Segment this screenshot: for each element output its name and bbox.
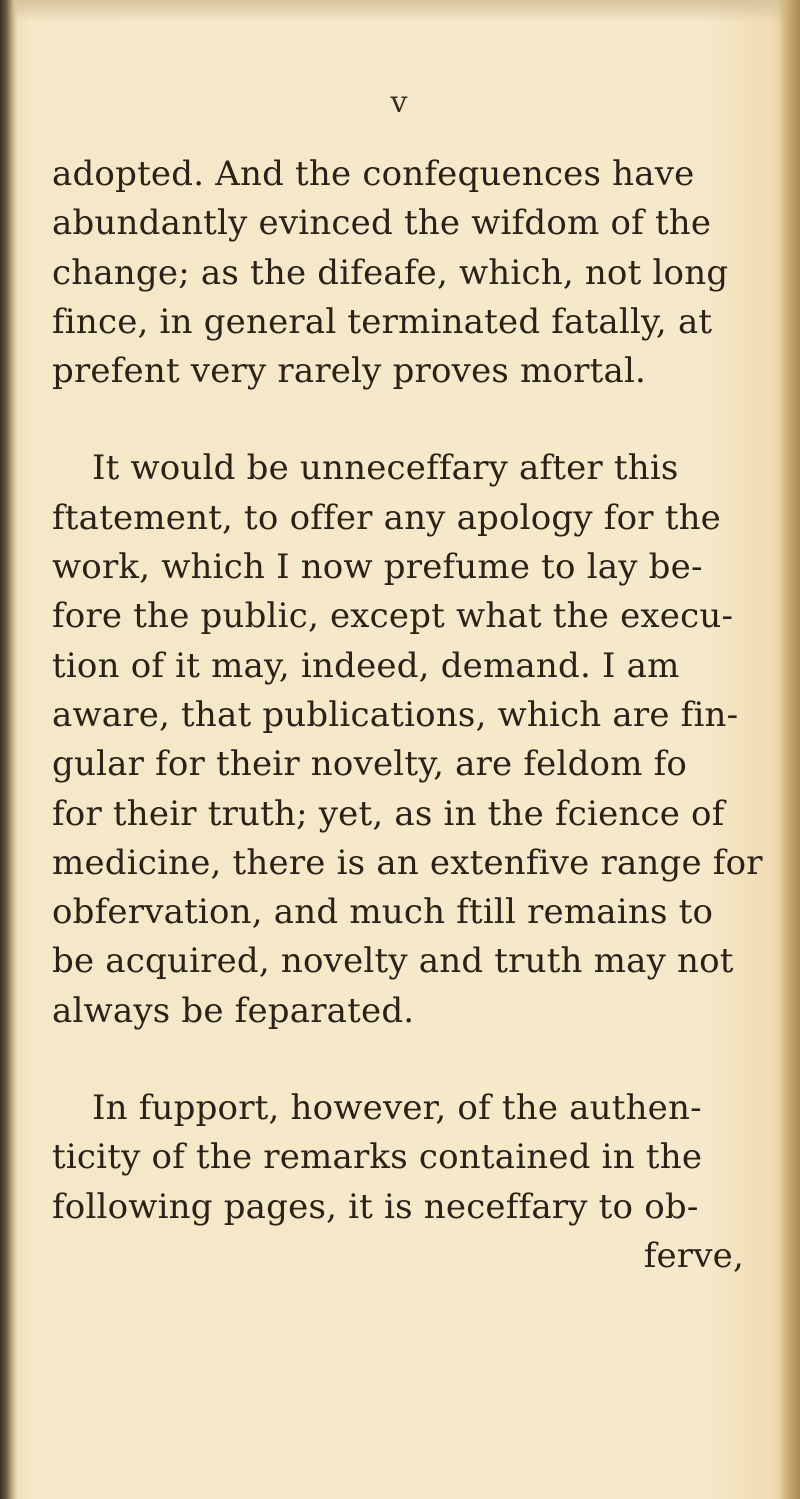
paragraph-spacer <box>52 1036 752 1084</box>
text-line: adopted. And the confequences have <box>52 154 695 194</box>
paragraph-1 <box>52 150 752 396</box>
body-text <box>52 150 763 1281</box>
page-top-edge <box>0 0 800 22</box>
text-line: ftatement, to offer any apology for the <box>52 497 722 538</box>
page-number: v <box>390 85 408 120</box>
text-line: fince, in general terminated fatally, at <box>52 301 713 342</box>
text-line: work, which I now prefume to lay be- <box>52 547 703 588</box>
text-line: always be feparated. <box>52 990 415 1031</box>
text-line: for their truth; yet, as in the fcience of <box>52 793 725 834</box>
text-line: medicine, there is an extenfive range for <box>52 842 763 883</box>
text-line: ticity of the remarks contained in the <box>52 1137 703 1178</box>
paragraph-2 <box>52 444 763 1036</box>
text-line: It would be unneceffary after this <box>92 448 679 489</box>
page-right-edge <box>778 0 800 1499</box>
text-line: following pages, it is neceffary to ob- <box>52 1186 699 1227</box>
text-line: fore the public, except what the execu- <box>52 596 734 637</box>
text-line: abundantly evinced the wifdom of the <box>52 203 712 244</box>
text-line: obfervation, and much ftill remains to <box>52 892 714 933</box>
text-line: In fupport, however, of the authen- <box>92 1088 702 1129</box>
page-binding-edge <box>0 0 18 1499</box>
catchword: ferve, <box>643 1235 744 1276</box>
text-line: be acquired, novelty and truth may not <box>52 941 734 982</box>
text-line: tion of it may, indeed, demand. I am <box>52 645 680 686</box>
paragraph-3 <box>52 1084 752 1232</box>
text-line: prefent very rarely proves mortal. <box>52 351 647 392</box>
paragraph-spacer <box>52 396 752 444</box>
text-line: gular for their novelty, are feldom fo <box>52 744 688 785</box>
text-line: aware, that publications, which are fin- <box>52 694 739 735</box>
text-line: change; as the difeafe, which, not long <box>52 252 729 293</box>
